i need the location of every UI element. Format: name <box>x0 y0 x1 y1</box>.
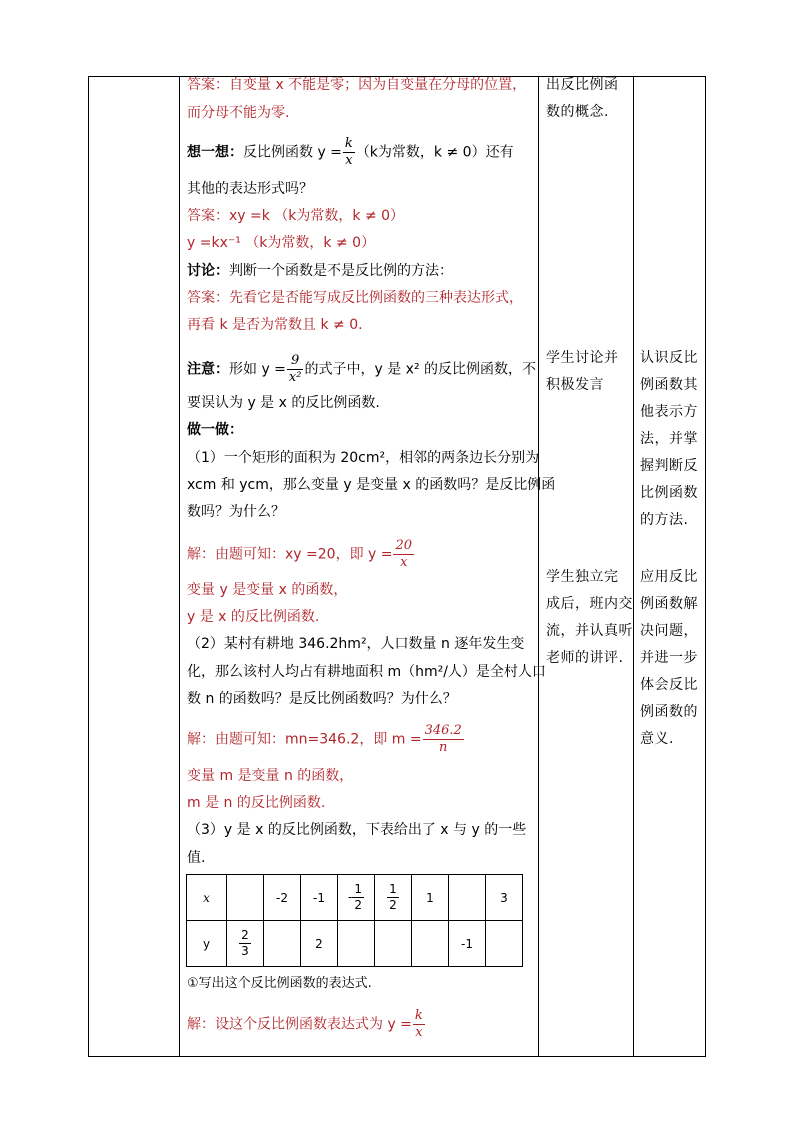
intent-line: 并进一步 <box>640 650 698 666</box>
intent-line: 体会反比 <box>640 677 698 693</box>
design-intent-low <box>640 564 698 753</box>
intent-line: 的方法. <box>640 512 689 528</box>
answer-1-line-a: 答案：自变量 x 不能是零；因为自变量在分母的位置， <box>187 77 527 93</box>
student-activity-top <box>546 72 619 126</box>
solution-2-text: 解：由题可知：mn=346.2，即 m = <box>187 731 422 748</box>
discuss-line <box>187 258 453 285</box>
nine-over-x2-fraction: $\frac{9}{\text{x²}}$ <box>288 353 302 385</box>
xy-value-table <box>186 874 523 967</box>
table-cell <box>375 921 412 967</box>
table-cell <box>227 875 264 921</box>
table-row-y <box>187 921 523 967</box>
question-3-a: （3）y 是 x 的反比例函数，下表给出了 x 与 y 的一些 <box>187 822 527 838</box>
answer-1-line-b: 而分母不能为零. <box>187 105 290 121</box>
column-divider <box>633 76 634 1057</box>
activity-line: 老师的讲评. <box>546 650 624 666</box>
question-1-a: （1）一个矩形的面积为 20cm²，相邻的两条边长分别为 <box>187 450 540 466</box>
think-label: 想一想： <box>187 144 243 161</box>
table-cell <box>449 875 486 921</box>
intent-line: 例函数其 <box>640 377 698 393</box>
intent-line: 例函数解 <box>640 596 698 612</box>
question-1-c: 数吗？为什么？ <box>187 504 285 520</box>
intent-line: 例函数的 <box>640 704 698 720</box>
table-cell: -1 <box>449 921 486 967</box>
do-label: 做一做： <box>187 422 243 438</box>
student-activity-mid <box>546 345 619 399</box>
table-cell <box>264 921 301 967</box>
activity-line: 成后，班内交 <box>546 596 633 612</box>
table-row-x <box>187 875 523 921</box>
solution-3-line <box>187 1008 426 1041</box>
solution-2-line <box>187 723 465 756</box>
solution-3-text: 解：设这个反比例函数表达式为 y = <box>187 1016 412 1033</box>
table-cell: -2 <box>264 875 301 921</box>
intent-line: 应用反比 <box>640 569 698 585</box>
activity-line: 出反比例函 <box>546 77 619 93</box>
intent-line: 他表示方 <box>640 404 698 420</box>
design-intent-mid <box>640 345 698 534</box>
think-line <box>187 136 514 169</box>
column-divider <box>179 76 180 1057</box>
table-cell <box>486 921 523 967</box>
note-text-2: 的式子中，y 是 x² 的反比例函数，不 <box>304 361 537 378</box>
twenty-over-x-fraction: $\frac{20}{x}$ <box>395 538 413 570</box>
activity-line: 数的概念. <box>546 104 609 120</box>
note-line-c: 要误认为 y 是 x 的反比例函数. <box>187 395 380 411</box>
table-cell <box>338 921 375 967</box>
solution-2-b: 变量 m 是变量 n 的函数， <box>187 768 354 784</box>
k-over-x-fraction-2: $\frac{k}{x}$ <box>414 1008 423 1040</box>
solution-2-c: m 是 n 的反比例函数. <box>187 795 326 811</box>
think-text-2: （k为常数，k ≠ 0）还有 <box>355 144 514 161</box>
answer-2-line-b: y =kx⁻¹ （k为常数，k ≠ 0） <box>187 235 376 251</box>
activity-line: 流，并认真听 <box>546 623 633 639</box>
table-cell: - $\frac{1}{2}$ <box>338 875 375 921</box>
answer-3-line-a: 答案：先看它是否能写成反比例函数的三种表达形式， <box>187 290 523 306</box>
table-cell: 1 <box>412 875 449 921</box>
table-header-x: x <box>187 875 227 921</box>
table-cell: $\frac{1}{2}$ <box>375 875 412 921</box>
task-1: ①写出这个反比例函数的表达式. <box>187 976 372 991</box>
discuss-text: 判断一个函数是不是反比例的方法： <box>229 263 453 279</box>
student-activity-low <box>546 564 633 672</box>
activity-line: 积极发言 <box>546 377 604 393</box>
table-header-y: y <box>187 921 227 967</box>
question-1-b: xcm 和 ycm，那么变量 y 是变量 x 的函数吗？是反比例函 <box>187 477 556 493</box>
solution-1-c: y 是 x 的反比例函数. <box>187 609 320 625</box>
note-line <box>187 353 536 386</box>
think-text: 反比例函数 y = <box>243 144 342 161</box>
column-divider <box>538 76 539 1057</box>
question-2-a: （2）某村有耕地 346.2hm²，人口数量 n 逐年发生变 <box>187 636 525 652</box>
intent-line: 决问题， <box>640 623 698 639</box>
area-over-n-fraction: $\frac{346.2}{n}$ <box>424 723 462 755</box>
answer-2-line-a: 答案：xy =k （k为常数，k ≠ 0） <box>187 208 405 224</box>
intent-line: 认识反比 <box>640 350 698 366</box>
question-2-c: 数 n 的函数吗？是反比例函数吗？为什么？ <box>187 691 457 707</box>
intent-line: 比例函数 <box>640 485 698 501</box>
solution-1-text: 解：由题可知：xy =20，即 y = <box>187 546 393 563</box>
question-2-b: 化，那么该村人均占有耕地面积 m（hm²/人）是全村人口 <box>187 664 546 680</box>
think-line-c: 其他的表达形式吗？ <box>187 181 313 197</box>
table-cell: $\frac{2}{3}$ <box>227 921 264 967</box>
intent-line: 意义. <box>640 731 674 747</box>
solution-1-line <box>187 538 415 571</box>
table-cell: 2 <box>301 921 338 967</box>
table-cell: -1 <box>301 875 338 921</box>
activity-line: 学生独立完 <box>546 569 619 585</box>
answer-3-line-b: 再看 k 是否为常数且 k ≠ 0. <box>187 317 363 333</box>
activity-line: 学生讨论并 <box>546 350 619 366</box>
discuss-label: 讨论： <box>187 263 229 279</box>
intent-line: 法，并掌 <box>640 431 698 447</box>
note-text: 形如 y = <box>229 361 286 378</box>
k-over-x-fraction: $\frac{k}{x}$ <box>344 136 353 168</box>
solution-1-b: 变量 y 是变量 x 的函数， <box>187 582 348 598</box>
intent-line: 握判断反 <box>640 458 698 474</box>
table-cell: 3 <box>486 875 523 921</box>
note-label: 注意： <box>187 361 229 378</box>
question-3-b: 值. <box>187 850 206 866</box>
table-cell <box>412 921 449 967</box>
